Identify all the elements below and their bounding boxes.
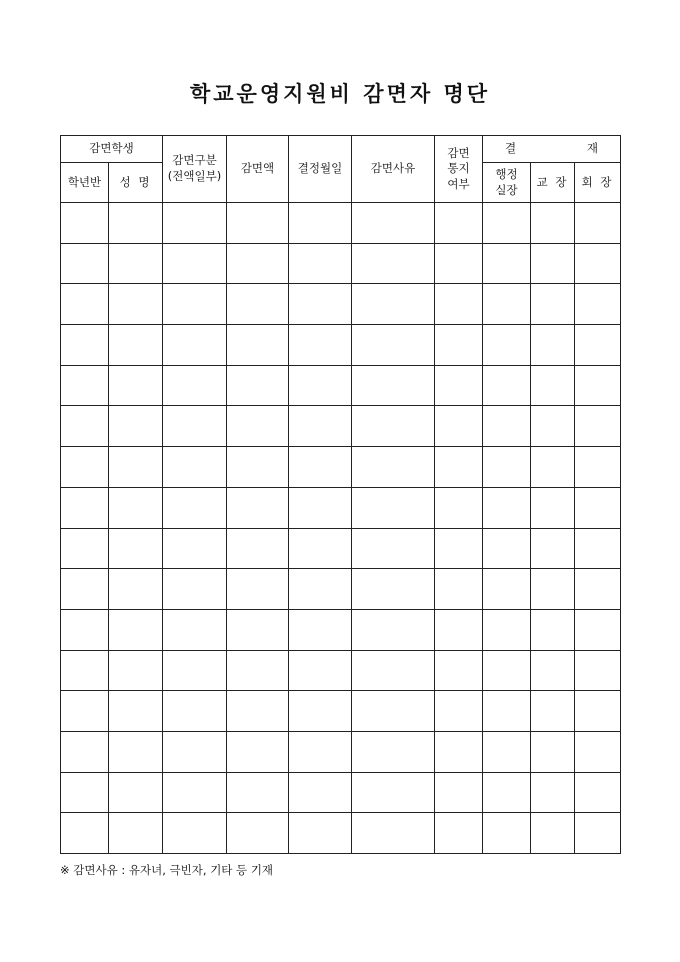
table-cell[interactable] [575,447,621,488]
table-cell[interactable] [352,406,435,447]
header-approval [483,136,621,163]
table-row [61,487,621,528]
table-cell[interactable] [435,203,483,244]
table-body [61,203,621,854]
header-approval-left: 결 [505,141,517,156]
table-row [61,772,621,813]
table-cell[interactable] [61,772,109,813]
table-cell[interactable] [227,609,289,650]
table-cell[interactable] [435,447,483,488]
table-cell[interactable] [435,731,483,772]
table-cell[interactable] [227,243,289,284]
table-cell[interactable] [163,609,227,650]
table-cell[interactable] [227,650,289,691]
table-cell[interactable] [435,772,483,813]
table-cell[interactable] [289,569,352,610]
table-cell[interactable] [227,487,289,528]
table-cell[interactable] [435,813,483,854]
table-cell[interactable] [61,569,109,610]
table-cell[interactable] [61,487,109,528]
footnote: ※ 감면사유 : 유자녀, 극빈자, 기타 등 기재 [60,863,274,877]
table-cell[interactable] [289,691,352,732]
table-cell[interactable] [109,650,163,691]
table-cell[interactable] [289,650,352,691]
table-cell[interactable] [575,243,621,284]
table-cell[interactable] [109,772,163,813]
table-cell[interactable] [352,691,435,732]
table-cell[interactable] [531,569,575,610]
header-notice: 감면 통지 여부 [435,136,483,203]
table-cell[interactable] [352,569,435,610]
table-cell[interactable] [61,447,109,488]
table-cell[interactable] [289,325,352,366]
table-row [61,691,621,732]
table-cell[interactable] [109,487,163,528]
header-name: 성 명 [109,163,163,203]
table-cell[interactable] [61,691,109,732]
table-cell[interactable] [575,406,621,447]
table-cell[interactable] [61,365,109,406]
table-cell[interactable] [435,243,483,284]
table-cell[interactable] [289,813,352,854]
table-cell[interactable] [352,447,435,488]
table-cell[interactable] [163,528,227,569]
table-cell[interactable] [289,447,352,488]
table-cell[interactable] [289,284,352,325]
table-cell[interactable] [575,772,621,813]
table-cell[interactable] [483,325,531,366]
table-cell[interactable] [109,691,163,732]
table-cell[interactable] [227,406,289,447]
table-cell[interactable] [289,609,352,650]
header-grade-class: 학년반 [61,163,109,203]
table-cell[interactable] [531,203,575,244]
table-cell[interactable] [163,365,227,406]
table-cell[interactable] [163,650,227,691]
header-chair: 회 장 [575,163,621,203]
table-cell[interactable] [483,772,531,813]
table-cell[interactable] [352,772,435,813]
table-cell[interactable] [352,243,435,284]
table-cell[interactable] [61,528,109,569]
table-row [61,731,621,772]
table-cell[interactable] [227,447,289,488]
table-cell[interactable] [435,325,483,366]
table-cell[interactable] [163,325,227,366]
table-row [61,284,621,325]
table-cell[interactable] [109,365,163,406]
table-cell[interactable] [109,528,163,569]
table-cell[interactable] [352,731,435,772]
header-reduced-students: 감면학생 [61,136,163,163]
table-row [61,406,621,447]
table-cell[interactable] [163,487,227,528]
table-cell[interactable] [352,487,435,528]
table-cell[interactable] [575,569,621,610]
table-cell[interactable] [575,528,621,569]
table-cell[interactable] [227,325,289,366]
table-cell[interactable] [435,487,483,528]
table-cell[interactable] [483,569,531,610]
table-cell[interactable] [531,406,575,447]
table-cell[interactable] [61,284,109,325]
table-cell[interactable] [531,650,575,691]
table-row [61,447,621,488]
table-row [61,650,621,691]
table-cell[interactable] [483,813,531,854]
table-cell[interactable] [575,203,621,244]
table-cell[interactable] [352,650,435,691]
table-cell[interactable] [289,365,352,406]
table-cell[interactable] [163,243,227,284]
table-cell[interactable] [483,691,531,732]
table-row [61,569,621,610]
table-cell[interactable] [61,813,109,854]
table-cell[interactable] [61,731,109,772]
table-cell[interactable] [575,813,621,854]
table-cell[interactable] [352,325,435,366]
table-cell[interactable] [575,365,621,406]
table-cell[interactable] [109,284,163,325]
table-cell[interactable] [483,447,531,488]
table-cell[interactable] [61,325,109,366]
table-cell[interactable] [227,691,289,732]
table-cell[interactable] [163,569,227,610]
table-cell[interactable] [61,203,109,244]
table-cell[interactable] [483,528,531,569]
table-cell[interactable] [575,691,621,732]
table-cell[interactable] [575,325,621,366]
table-cell[interactable] [435,528,483,569]
table-cell[interactable] [352,284,435,325]
header-principal: 교 장 [531,163,575,203]
table-cell[interactable] [61,609,109,650]
table-cell[interactable] [352,813,435,854]
table-cell[interactable] [289,203,352,244]
table-cell[interactable] [352,609,435,650]
table-cell[interactable] [227,365,289,406]
table-cell[interactable] [163,406,227,447]
table-cell[interactable] [163,691,227,732]
table-cell[interactable] [109,325,163,366]
table-cell[interactable] [109,813,163,854]
table-cell[interactable] [575,487,621,528]
table-cell[interactable] [531,609,575,650]
table-row [61,609,621,650]
table-cell[interactable] [483,731,531,772]
table-cell[interactable] [531,813,575,854]
table-cell[interactable] [289,772,352,813]
table-row [61,243,621,284]
table-cell[interactable] [575,650,621,691]
table-cell[interactable] [435,406,483,447]
table-cell[interactable] [531,325,575,366]
table-cell[interactable] [352,203,435,244]
table-cell[interactable] [109,243,163,284]
table-cell[interactable] [435,609,483,650]
table-cell[interactable] [352,528,435,569]
table-cell[interactable] [289,731,352,772]
header-decision-date: 결정월일 [289,136,352,203]
table-cell[interactable] [163,772,227,813]
table-cell[interactable] [289,528,352,569]
table-row [61,528,621,569]
table-cell[interactable] [483,650,531,691]
header-reduction-type: 감면구분 (전액일부) [163,136,227,203]
table-cell[interactable] [227,569,289,610]
table-cell[interactable] [289,243,352,284]
table-cell[interactable] [109,609,163,650]
table-cell[interactable] [531,447,575,488]
table-cell[interactable] [531,772,575,813]
page-title: 학교운영지원비 감면자 명단 [189,81,491,106]
table-cell[interactable] [435,569,483,610]
table-cell[interactable] [109,731,163,772]
table-cell[interactable] [109,203,163,244]
header-approval-right: 재 [586,141,598,156]
table-cell[interactable] [575,609,621,650]
table-cell[interactable] [227,284,289,325]
table-cell[interactable] [109,406,163,447]
table-cell[interactable] [227,772,289,813]
table-cell[interactable] [531,284,575,325]
table-cell[interactable] [435,691,483,732]
table-cell[interactable] [483,609,531,650]
table-cell[interactable] [483,487,531,528]
table-cell[interactable] [435,650,483,691]
table-cell[interactable] [109,447,163,488]
table-cell[interactable] [352,365,435,406]
table-row [61,813,621,854]
header-admin-chief: 행정 실장 [483,163,531,203]
header-reason: 감면사유 [352,136,435,203]
table-cell[interactable] [163,284,227,325]
table-cell[interactable] [531,731,575,772]
table-cell[interactable] [531,243,575,284]
table-cell[interactable] [435,284,483,325]
table-cell[interactable] [227,203,289,244]
table-cell[interactable] [227,731,289,772]
table-cell[interactable] [289,487,352,528]
table-row [61,365,621,406]
table-row [61,203,621,244]
table-cell[interactable] [163,203,227,244]
table-cell[interactable] [163,447,227,488]
table-cell[interactable] [109,569,163,610]
table-cell[interactable] [483,284,531,325]
table-cell[interactable] [483,203,531,244]
table-cell[interactable] [531,365,575,406]
table-cell[interactable] [289,406,352,447]
table-cell[interactable] [531,528,575,569]
table-cell[interactable] [575,284,621,325]
reduction-table [60,135,621,854]
table-cell[interactable] [483,406,531,447]
table-row [61,325,621,366]
table-cell[interactable] [227,528,289,569]
table-cell[interactable] [227,813,289,854]
table-cell[interactable] [531,691,575,732]
table-cell[interactable] [61,243,109,284]
table-cell[interactable] [163,731,227,772]
table-cell[interactable] [531,487,575,528]
table-cell[interactable] [575,731,621,772]
header-amount: 감면액 [227,136,289,203]
table-cell[interactable] [435,365,483,406]
table-cell[interactable] [61,406,109,447]
table-cell[interactable] [163,813,227,854]
table-cell[interactable] [61,650,109,691]
table-cell[interactable] [483,243,531,284]
table-cell[interactable] [483,365,531,406]
